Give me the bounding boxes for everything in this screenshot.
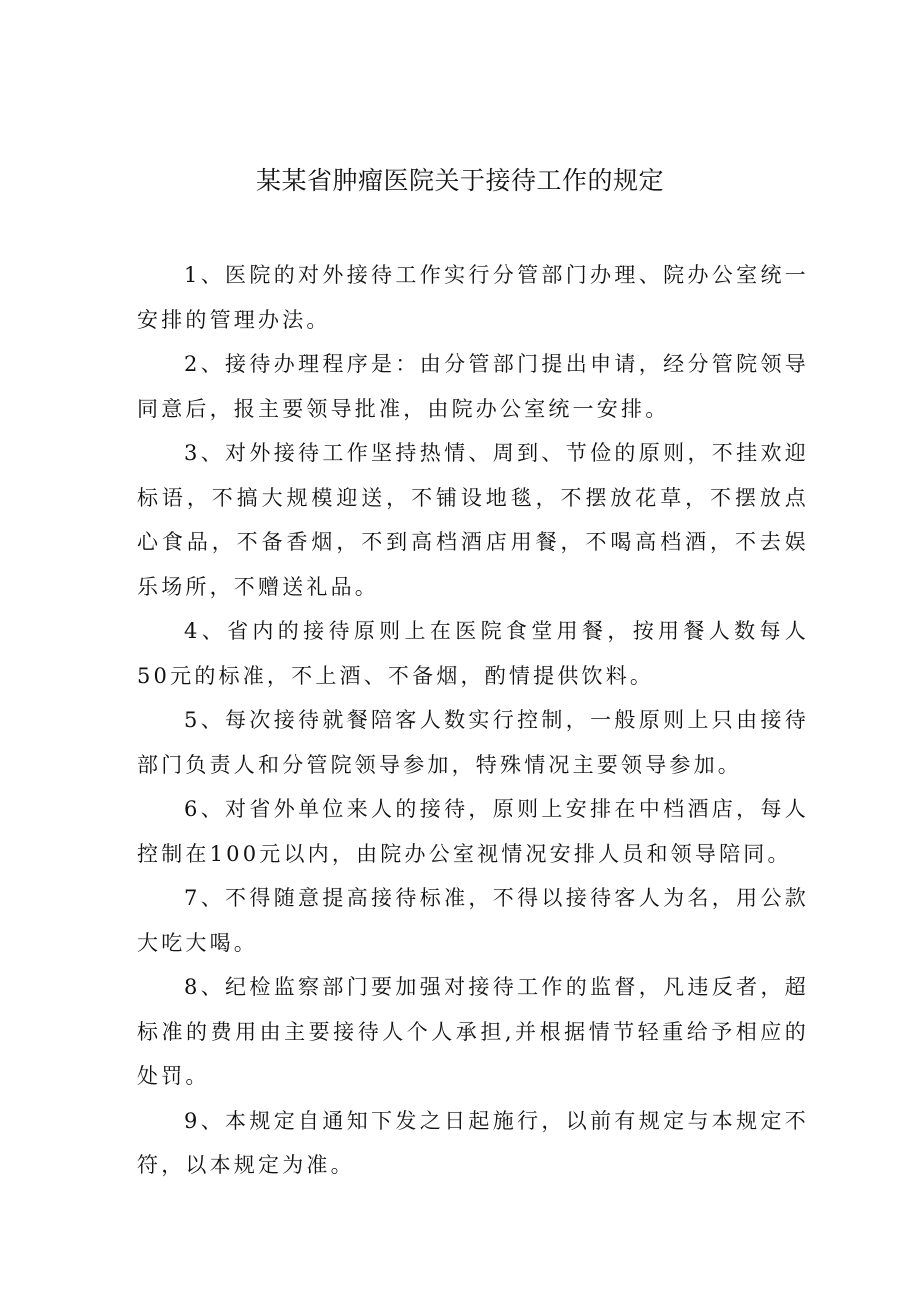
paragraph-6: 6、对省外单位来人的接待，原则上安排在中档酒店，每人控制在100元以内，由院办公室视情况安排人员和领导陪同。 [137,797,809,866]
paragraph-9: 9、本规定自通知下发之日起施行，以前有规定与本规定不符，以本规定为准。 [137,1108,809,1177]
paragraph-5: 5、每次接待就餐陪客人数实行控制，一般原则上只由接待部门负责人和分管院领导参加，特殊情况主要领导参加。 [137,708,809,777]
paragraph-4: 4、省内的接待原则上在医院食堂用餐，按用餐人数每人50元的标准，不上酒、不备烟，酌情提供饮料。 [137,619,809,688]
document-title: 某某省肿瘤医院关于接待工作的规定 [255,166,664,195]
paragraph-2: 2、接待办理程序是：由分管部门提出申请，经分管院领导同意后，报主要领导批准，由院办公室统一安排。 [137,352,809,421]
paragraph-3: 3、对外接待工作坚持热情、周到、节俭的原则，不挂欢迎标语，不搞大规模迎送，不铺设地毯，不摆放花草，不摆放点心食品，不备香烟，不到高档酒店用餐，不喝高档酒，不去娱乐场所，不赠送礼品。 [137,441,809,599]
document-body [137,253,809,1188]
paragraph-1: 1、医院的对外接待工作实行分管部门办理、院办公室统一安排的管理办法。 [137,263,809,332]
paragraph-8: 8、纪检监察部门要加强对接待工作的监督，凡违反者，超标准的费用由主要接待人个人承担,并根据情节轻重给予相应的处罚。 [137,975,809,1088]
paragraph-7: 7、不得随意提高接待标准，不得以接待客人为名，用公款大吃大喝。 [137,886,809,955]
